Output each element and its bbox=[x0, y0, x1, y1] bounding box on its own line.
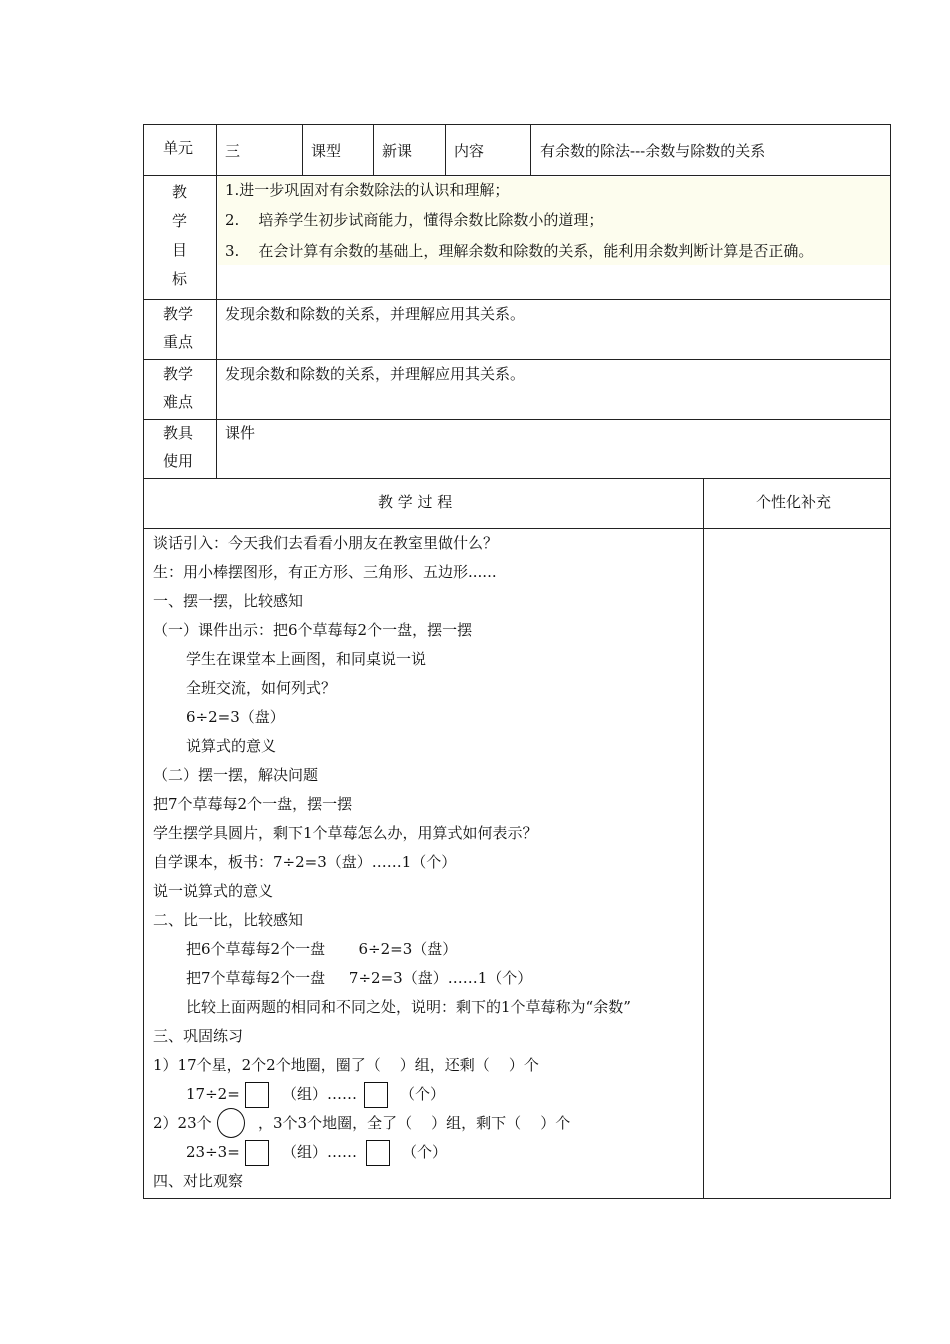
col-divider bbox=[530, 124, 531, 176]
exercise-2-unit: （组）…… bbox=[282, 1143, 358, 1161]
exercise-1-equation: 17÷2= bbox=[186, 1085, 240, 1103]
process-line: （一）课件出示：把6个草莓每2个一盘，摆一摆 bbox=[153, 621, 473, 639]
process-line: 把6个草莓每2个一盘 6÷2=3（盘） bbox=[186, 940, 458, 958]
col-divider bbox=[216, 124, 217, 479]
content-label: 内容 bbox=[454, 142, 485, 160]
exercise-1-unit: （个） bbox=[400, 1085, 446, 1103]
content-value: 有余数的除法---余数与除数的关系 bbox=[540, 142, 766, 160]
difficulties-label: 难点 bbox=[163, 393, 194, 411]
circle-shape bbox=[217, 1108, 245, 1138]
exercise-2-prefix: 2）23个 bbox=[153, 1114, 212, 1132]
process-line: 自学课本，板书：7÷2=3（盘）……1（个） bbox=[153, 853, 457, 871]
objectives-label-char: 教 bbox=[172, 183, 188, 201]
unit-label: 单元 bbox=[163, 139, 194, 157]
objective-item: 2. 培养学生初步试商能力，懂得余数比除数小的道理； bbox=[225, 211, 604, 229]
process-line: 二、比一比，比较感知 bbox=[153, 911, 304, 929]
process-line: 学生在课堂本上画图，和同桌说一说 bbox=[186, 650, 427, 668]
process-line: 说一说算式的意义 bbox=[153, 882, 274, 900]
tools-text: 课件 bbox=[225, 424, 256, 442]
key-points-text: 发现余数和除数的关系，并理解应用其关系。 bbox=[225, 305, 526, 323]
col-divider bbox=[302, 124, 303, 176]
process-line: 比较上面两题的相同和不同之处，说明：剩下的1个草莓称为“余数” bbox=[186, 998, 631, 1016]
row-divider bbox=[143, 528, 891, 529]
process-line: （二）摆一摆，解决问题 bbox=[153, 766, 319, 784]
exercise-2-equation: 23÷3= bbox=[186, 1143, 240, 1161]
process-line: 6÷2=3（盘） bbox=[186, 708, 285, 726]
process-line: 谈话引入：今天我们去看看小朋友在教室里做什么？ bbox=[153, 534, 499, 552]
row-divider bbox=[143, 299, 891, 300]
process-line: 生：用小棒摆图形，有正方形、三角形、五边形...... bbox=[153, 563, 497, 581]
objective-item: 1.进一步巩固对有余数除法的认识和理解； bbox=[225, 181, 510, 199]
exercise-1-unit: （组）…… bbox=[282, 1085, 358, 1103]
col-divider bbox=[445, 124, 446, 176]
answer-box bbox=[364, 1082, 388, 1108]
exercise-2-question: ，3个3个地圈，全了（ ）组，剩下（ ）个 bbox=[258, 1114, 571, 1132]
objectives-label-char: 标 bbox=[172, 270, 188, 288]
type-label: 课型 bbox=[311, 142, 342, 160]
tools-label: 使用 bbox=[163, 452, 194, 470]
row-divider bbox=[143, 419, 891, 420]
process-line: 把7个草莓每2个一盘，摆一摆 bbox=[153, 795, 353, 813]
row-divider bbox=[143, 359, 891, 360]
key-points-label: 重点 bbox=[163, 333, 194, 351]
process-line: 全班交流，如何列式？ bbox=[186, 679, 337, 697]
type-value: 新课 bbox=[382, 142, 413, 160]
row-divider bbox=[143, 478, 891, 479]
answer-box bbox=[366, 1140, 390, 1166]
answer-box bbox=[245, 1140, 269, 1166]
supplement-header: 个性化补充 bbox=[756, 493, 832, 511]
process-line: 学生摆学具圆片，剩下1个草莓怎么办，用算式如何表示？ bbox=[153, 824, 538, 842]
process-line: 说算式的意义 bbox=[186, 737, 277, 755]
row-divider bbox=[143, 175, 891, 176]
process-header: 教 学 过 程 bbox=[378, 493, 453, 511]
process-line: 一、摆一摆，比较感知 bbox=[153, 592, 304, 610]
process-line: 三、巩固练习 bbox=[153, 1027, 244, 1045]
unit-value: 三 bbox=[225, 142, 241, 160]
exercise-2-unit: （个） bbox=[402, 1143, 448, 1161]
tools-label: 教具 bbox=[163, 424, 194, 442]
objectives-label-char: 学 bbox=[172, 212, 188, 230]
difficulties-label: 教学 bbox=[163, 365, 194, 383]
key-points-label: 教学 bbox=[163, 305, 194, 323]
objective-item: 3. 在会计算有余数的基础上，理解余数和除数的关系，能利用余数判断计算是否正确。 bbox=[225, 242, 814, 260]
col-divider bbox=[703, 478, 704, 1199]
process-last-line: 四、对比观察 bbox=[153, 1172, 244, 1190]
col-divider bbox=[373, 124, 374, 176]
answer-box bbox=[245, 1082, 269, 1108]
difficulties-text: 发现余数和除数的关系，并理解应用其关系。 bbox=[225, 365, 526, 383]
objectives-label-char: 目 bbox=[172, 241, 188, 259]
process-line: 1）17个星，2个2个地圈，圈了（ ）组，还剩（ ）个 bbox=[153, 1056, 539, 1074]
process-line: 把7个草莓每2个一盘 7÷2=3（盘）……1（个） bbox=[186, 969, 533, 987]
